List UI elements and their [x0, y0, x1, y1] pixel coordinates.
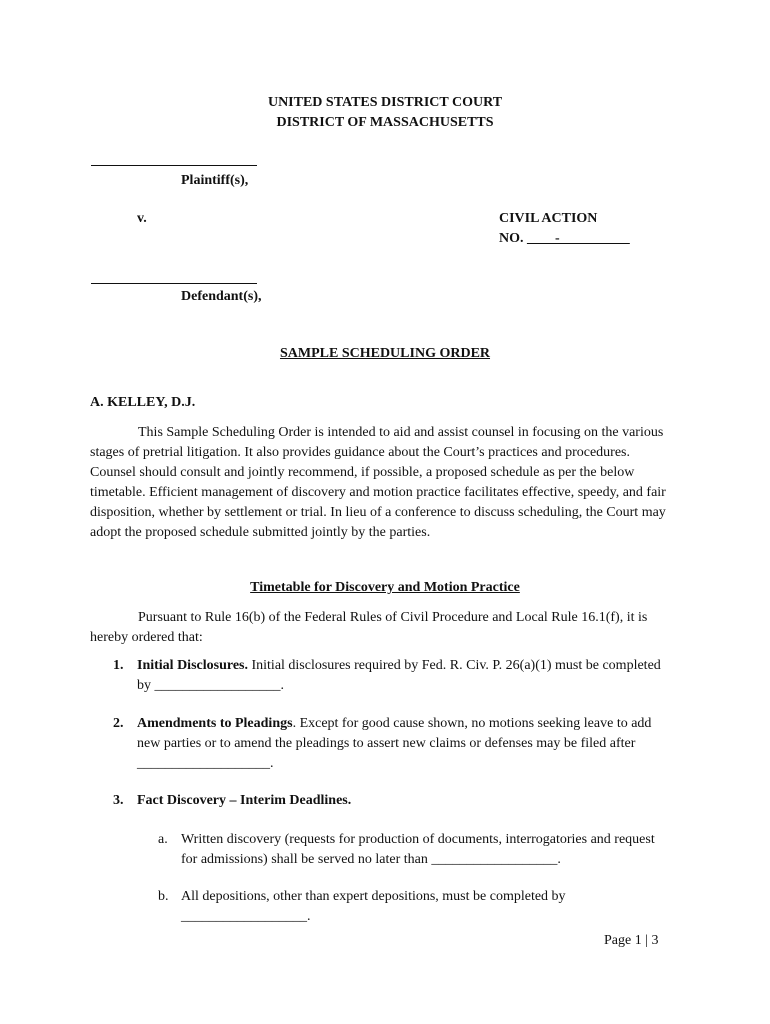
plaintiff-name-line: [91, 165, 257, 166]
court-district: DISTRICT OF MASSACHUSETTS: [276, 115, 494, 130]
order-title: SAMPLE SCHEDULING ORDER: [279, 346, 491, 361]
item-number: 3.: [113, 793, 124, 808]
item-text: . Except for good cause shown, no motions seeking leave to add new parties or to amend the pleadings to assert new claims or defenses may be filed after ___________________.: [137, 716, 652, 771]
item-text: Initial disclosures required by Fed. R. Civ. P. 26(a)(1) must be completed by __________________.: [137, 658, 661, 693]
timetable-preamble: Pursuant to Rule 16(b) of the Federal Rules of Civil Procedure and Local Rule 16.1(f), it is hereby ordered that:: [90, 610, 648, 645]
item-number: 1.: [113, 658, 124, 673]
subitem-label: a.: [158, 832, 168, 847]
civil-action-label: CIVIL ACTION: [499, 211, 598, 226]
subitem-written-discovery: Written discovery (requests for production of documents, interrogatories and request for admissions) shall be served no later than __________________.: [181, 832, 655, 867]
timetable-heading: Timetable for Discovery and Motion Practice: [250, 580, 520, 595]
defendant-label: Defendant(s),: [181, 289, 262, 304]
judge-name: A. KELLEY, D.J.: [90, 395, 196, 410]
case-number-blank: ____-__________: [527, 231, 630, 246]
subitem-depositions: All depositions, other than expert depositions, must be completed by __________________.: [181, 889, 566, 924]
plaintiff-label: Plaintiff(s),: [181, 173, 249, 188]
case-number: [499, 229, 630, 249]
intro-paragraph: This Sample Scheduling Order is intended to aid and assist counsel in focusing on the various stages of pretrial litigation. It also provides guidance about the Court’s practices and procedures. Counsel should consult and jointly recommend, if possible, a proposed schedule as per the below timetable. Efficient management of discovery and motion practice facilitates effective, speedy, and fair disposition, whether by settlement or trial. In lieu of a conference to discuss scheduling, the Court may adopt the proposed schedule submitted jointly by the parties.: [90, 425, 666, 540]
versus-label: v.: [137, 211, 147, 226]
page-number: Page 1 | 3: [604, 933, 659, 948]
item-title: Amendments to Pleadings: [137, 716, 293, 731]
item-number: 2.: [113, 716, 124, 731]
item-title: Fact Discovery – Interim Deadlines.: [137, 793, 352, 808]
defendant-name-line: [91, 283, 257, 284]
case-number-label: NO.: [499, 231, 524, 246]
subitem-label: b.: [158, 889, 169, 904]
item-title: Initial Disclosures.: [137, 658, 248, 673]
item-amendments: [137, 714, 677, 774]
court-name: UNITED STATES DISTRICT COURT: [267, 95, 503, 110]
item-fact-discovery: [137, 791, 677, 811]
item-initial-disclosures: [137, 656, 677, 696]
